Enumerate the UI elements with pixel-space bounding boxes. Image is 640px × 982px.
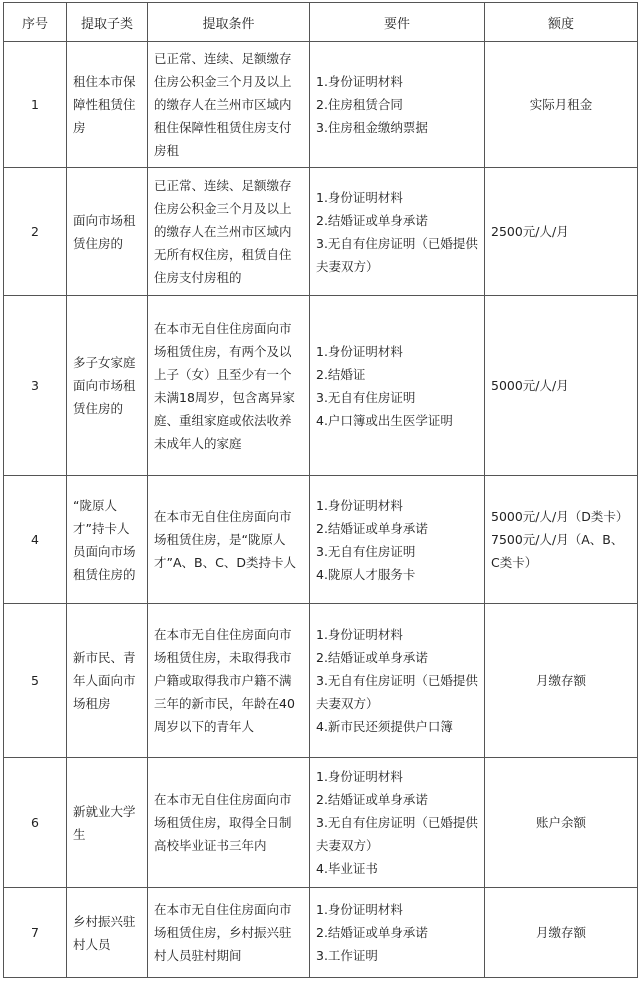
row-no: 5	[4, 604, 67, 758]
requirement-item: 4.陇原人才服务卡	[316, 566, 416, 582]
requirement-item: 4.户口簿或出生医学证明	[316, 412, 453, 428]
requirement-item: 2.结婚证或单身承诺	[316, 650, 428, 665]
requirement-item: 2.住房租赁合同	[316, 97, 403, 112]
table-row	[4, 168, 638, 296]
table-row	[4, 888, 638, 978]
row-no: 1	[4, 42, 67, 168]
row-type: 新市民、青年人面向市场租房	[67, 604, 148, 758]
row-condition: 在本市无自住住房面向市场租赁住房，取得全日制高校毕业证书三年内	[148, 758, 310, 888]
requirement-item: 3.无自有住房证明	[316, 543, 416, 559]
table-row	[4, 296, 638, 476]
header-no: 序号	[4, 3, 67, 42]
requirement-item: 2.结婚证或单身承诺	[316, 792, 428, 807]
requirement-item: 3.无自有住房证明	[316, 389, 416, 405]
requirement-item: 1.身份证明材料	[316, 627, 403, 642]
requirement-item: 3.住房租金缴纳票据	[316, 120, 428, 135]
row-amount: 2500元/人/月	[485, 168, 638, 296]
header-type: 提取子类	[67, 3, 148, 42]
row-amount: 账户余额	[485, 758, 638, 888]
row-condition: 在本市无自住住房面向市场租赁住房，未取得我市户籍或取得我市户籍不满三年的新市民，年龄在40周岁以下的青年人	[148, 604, 310, 758]
requirement-item: 3.工作证明	[316, 948, 378, 963]
row-requirements	[310, 888, 485, 978]
header-requirements: 要件	[310, 3, 485, 42]
row-no: 6	[4, 758, 67, 888]
table-row	[4, 604, 638, 758]
requirement-item: 1.身份证明材料	[316, 769, 403, 784]
row-requirements	[310, 42, 485, 168]
row-condition: 已正常、连续、足额缴存住房公积金三个月及以上的缴存人在兰州市区域内租住保障性租赁住房支付房租	[148, 42, 310, 168]
row-type: 租住本市保障性租赁住房	[67, 42, 148, 168]
requirement-item: 2.结婚证或单身承诺	[316, 212, 428, 228]
row-amount: 实际月租金	[485, 42, 638, 168]
requirement-item: 2.结婚证或单身承诺	[316, 925, 428, 940]
requirement-item: 2.结婚证或单身承诺	[316, 520, 428, 536]
requirement-item: 1.身份证明材料	[316, 189, 403, 205]
requirement-item: 1.身份证明材料	[316, 74, 403, 89]
requirement-item: 2.结婚证	[316, 366, 366, 382]
requirement-item: 1.身份证明材料	[316, 343, 403, 359]
row-type: 面向市场租赁住房的	[67, 168, 148, 296]
row-type: 新就业大学生	[67, 758, 148, 888]
header-condition: 提取条件	[148, 3, 310, 42]
row-no: 2	[4, 168, 67, 296]
row-amount: 月缴存额	[485, 888, 638, 978]
row-amount: 月缴存额	[485, 604, 638, 758]
row-type: “陇原人才”持卡人员面向市场租赁住房的	[67, 476, 148, 604]
requirement-item: 1.身份证明材料	[316, 497, 403, 513]
row-condition: 已正常、连续、足额缴存住房公积金三个月及以上的缴存人在兰州市区域内无所有权住房，租赁自住住房支付房租的	[148, 168, 310, 296]
row-type: 乡村振兴驻村人员	[67, 888, 148, 978]
row-condition: 在本市无自住住房面向市场租赁住房，乡村振兴驻村人员驻村期间	[148, 888, 310, 978]
requirement-item: 4.毕业证书	[316, 861, 378, 876]
withdrawal-table	[3, 2, 638, 978]
requirement-item: 3.无自有住房证明（已婚提供夫妻双方）	[316, 673, 478, 711]
table-row	[4, 758, 638, 888]
row-requirements	[310, 296, 485, 476]
row-requirements	[310, 604, 485, 758]
row-type: 多子女家庭面向市场租赁住房的	[67, 296, 148, 476]
table-row	[4, 42, 638, 168]
table-row	[4, 476, 638, 604]
row-condition: 在本市无自住住房面向市场租赁住房，有两个及以上子（女）且至少有一个未满18周岁，包含离异家庭、重组家庭或依法收养未成年人的家庭	[148, 296, 310, 476]
row-no: 4	[4, 476, 67, 604]
row-requirements	[310, 168, 485, 296]
requirement-item: 4.新市民还须提供户口簿	[316, 719, 453, 734]
requirement-item: 1.身份证明材料	[316, 902, 403, 917]
row-no: 3	[4, 296, 67, 476]
row-no: 7	[4, 888, 67, 978]
table-header-row	[4, 3, 638, 42]
row-requirements	[310, 476, 485, 604]
row-amount: 5000元/人/月	[485, 296, 638, 476]
header-amount: 额度	[485, 3, 638, 42]
row-requirements	[310, 758, 485, 888]
requirement-item: 3.无自有住房证明（已婚提供夫妻双方）	[316, 815, 478, 853]
row-amount: 5000元/人/月（D类卡）7500元/人/月（A、B、C类卡）	[485, 476, 638, 604]
requirement-item: 3.无自有住房证明（已婚提供夫妻双方）	[316, 235, 478, 274]
row-condition: 在本市无自住住房面向市场租赁住房，是“陇原人才”A、B、C、D类持卡人	[148, 476, 310, 604]
